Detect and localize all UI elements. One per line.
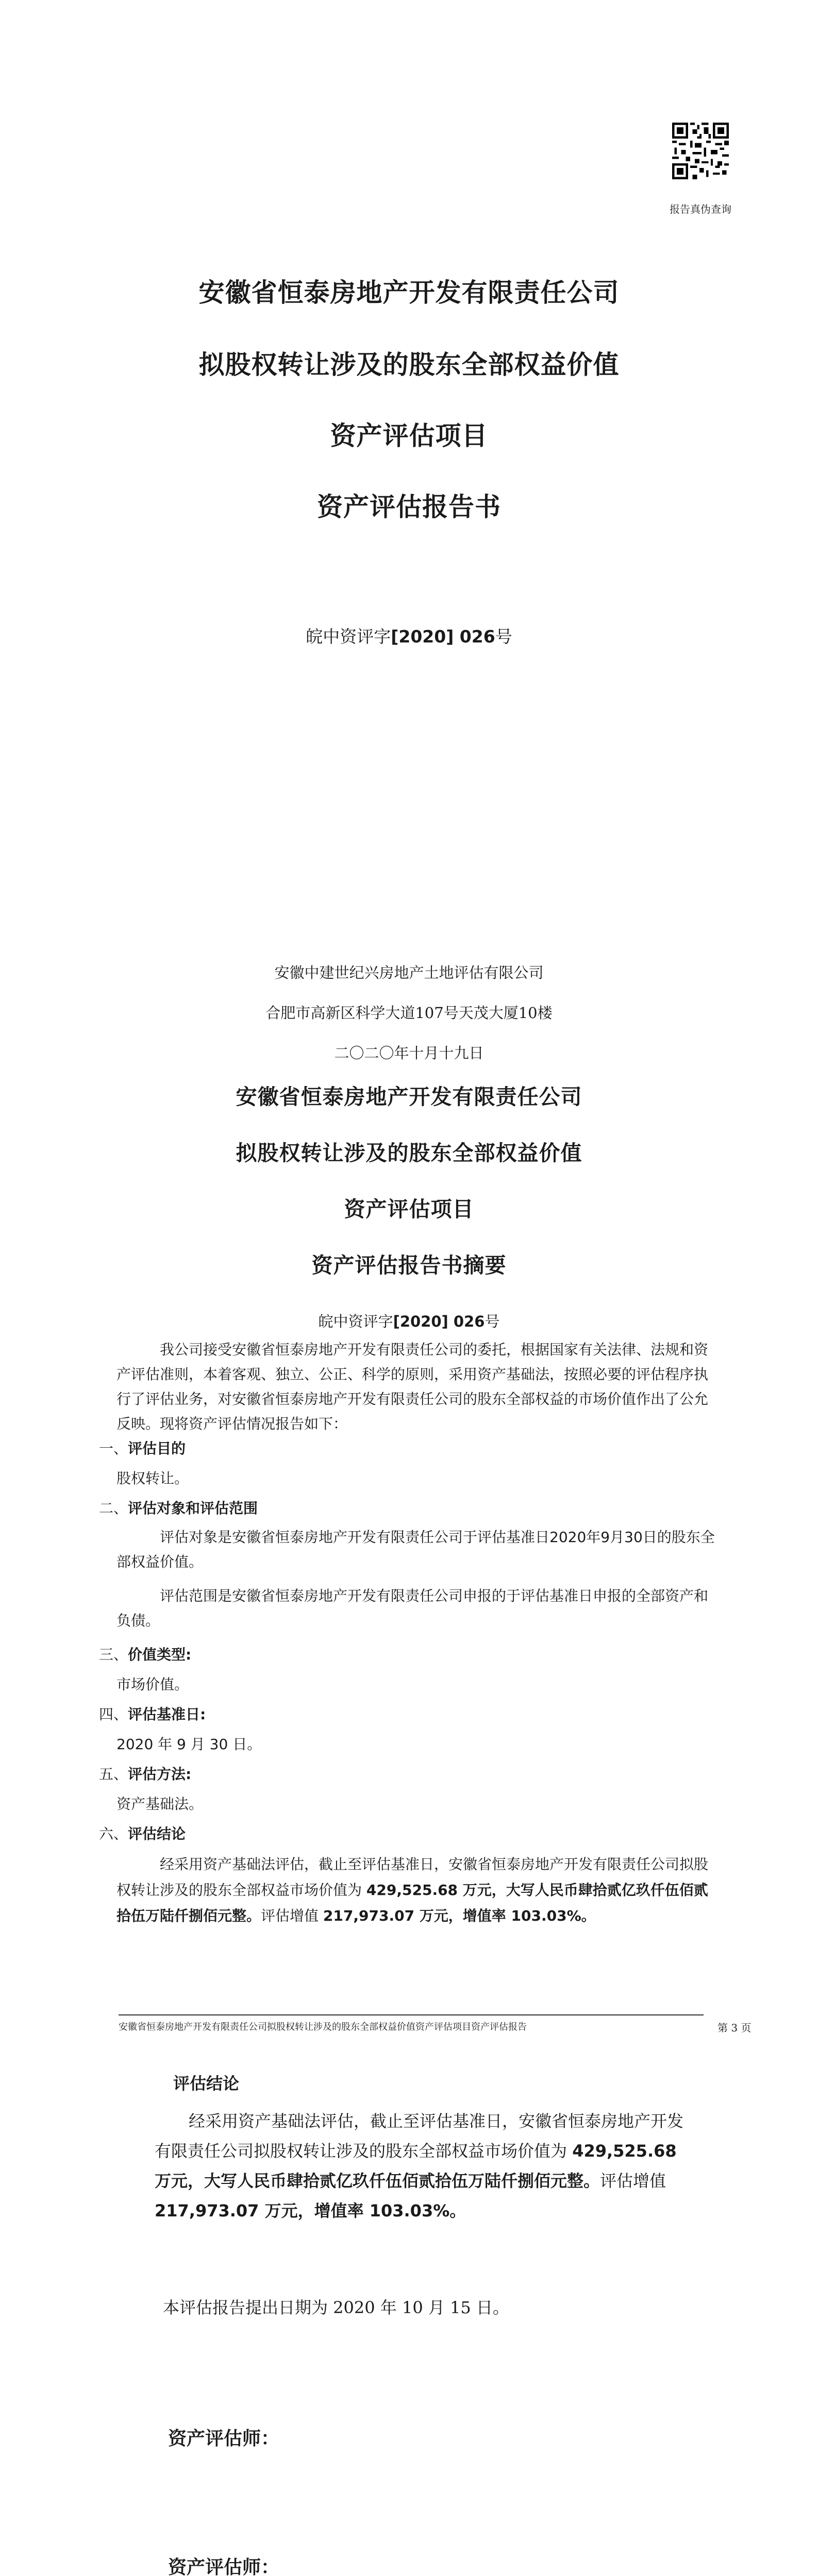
qr-caption: 报告真伪查询: [670, 203, 731, 215]
section-2-body-scope: 评估范围是安徽省恒泰房地产开发有限责任公司申报的于评估基准日申报的全部资产和负债。: [116, 1587, 709, 1629]
section-2-body-object: 评估对象是安徽省恒泰房地产开发有限责任公司于评估基准日2020年9月30日的股东全部权益价值。: [116, 1529, 715, 1570]
section-5-heading: 五、评估方法:: [99, 1766, 192, 1783]
qr-code-icon[interactable]: [672, 123, 729, 179]
submit-date: 本评估报告提出日期为 2020 年 10 月 15 日。: [163, 2298, 509, 2317]
cover-title-line-2: 拟股权转让涉及的股东全部权益价值: [198, 350, 620, 380]
section-6-heading: 六、评估结论: [99, 1825, 186, 1842]
conclusion-heading: 评估结论: [173, 2074, 240, 2093]
cover-title-line-4: 资产评估报告书: [317, 492, 501, 522]
cover-report-number: 皖中资评字[2020] 026号: [306, 626, 512, 647]
summary-report-number: 皖中资评字[2020] 026号: [318, 1313, 500, 1330]
section-6-body: 经采用资产基础法评估，截止至评估基准日，安徽省恒泰房地产开发有限责任公司拟股权转让涉及的股东全部权益市场价值为 429,525.68 万元，大写人民币肆拾贰亿玖仟伍佰贰拾伍万陆仟捌佰元整。评估增值 217,973.07 万元，增值率 103.03%。: [116, 1856, 709, 1924]
section-4-body: 2020 年 9 月 30 日。: [116, 1736, 262, 1753]
cover-firm-name: 安徽中建世纪兴房地产土地评估有限公司: [274, 964, 544, 981]
section-4-heading: 四、评估基准日:: [99, 1706, 206, 1723]
section-1-body: 股权转让。: [116, 1470, 189, 1487]
cover-firm-address: 合肥市高新区科学大道107号天茂大厦10楼: [265, 1004, 553, 1022]
conclusion-body: 经采用资产基础法评估，截止至评估基准日，安徽省恒泰房地产开发有限责任公司拟股权转让涉及的股东全部权益市场价值为 429,525.68 万元，大写人民币肆拾贰亿玖仟伍佰贰拾伍万陆仟捌佰元整。评估增值 217,973.07 万元，增值率 103.03%。: [155, 2111, 684, 2221]
footer-rule: [119, 2014, 704, 2015]
section-3-heading: 三、价值类型:: [99, 1646, 192, 1663]
summary-title-line-1: 安徽省恒泰房地产开发有限责任公司: [236, 1084, 582, 1109]
summary-title-line-3: 资产评估项目: [344, 1197, 474, 1222]
summary-intro: 我公司接受安徽省恒泰房地产开发有限责任公司的委托，根据国家有关法律、法规和资产评估准则，本着客观、独立、公正、科学的原则，采用资产基础法，按照必要的评估程序执行了评估业务，对安徽省恒泰房地产开发有限责任公司的股东全部权益的市场价值作出了公允反映。现将资产评估情况报告如下：: [116, 1341, 709, 1432]
section-5-body: 资产基础法。: [116, 1795, 204, 1812]
cover-title-line-3: 资产评估项目: [330, 421, 488, 451]
section-1-heading: 一、评估目的: [99, 1440, 186, 1457]
cover-title-line-1: 安徽省恒泰房地产开发有限责任公司: [198, 278, 620, 308]
section-3-body: 市场价值。: [116, 1676, 189, 1693]
footer-text: 安徽省恒泰房地产开发有限责任公司拟股权转让涉及的股东全部权益价值资产评估项目资产评估报告: [119, 2022, 527, 2032]
summary-title-line-2: 拟股权转让涉及的股东全部权益价值: [236, 1141, 582, 1165]
summary-title-line-4: 资产评估报告书摘要: [311, 1253, 507, 1278]
appraiser-2-label: 资产评估师：: [168, 2556, 280, 2576]
cover-date: 二〇二〇年十月十九日: [334, 1044, 484, 1062]
appraiser-1-label: 资产评估师：: [168, 2428, 280, 2449]
page-number: 第 3 页: [717, 2022, 752, 2034]
section-2-heading: 二、评估对象和评估范围: [99, 1500, 258, 1517]
